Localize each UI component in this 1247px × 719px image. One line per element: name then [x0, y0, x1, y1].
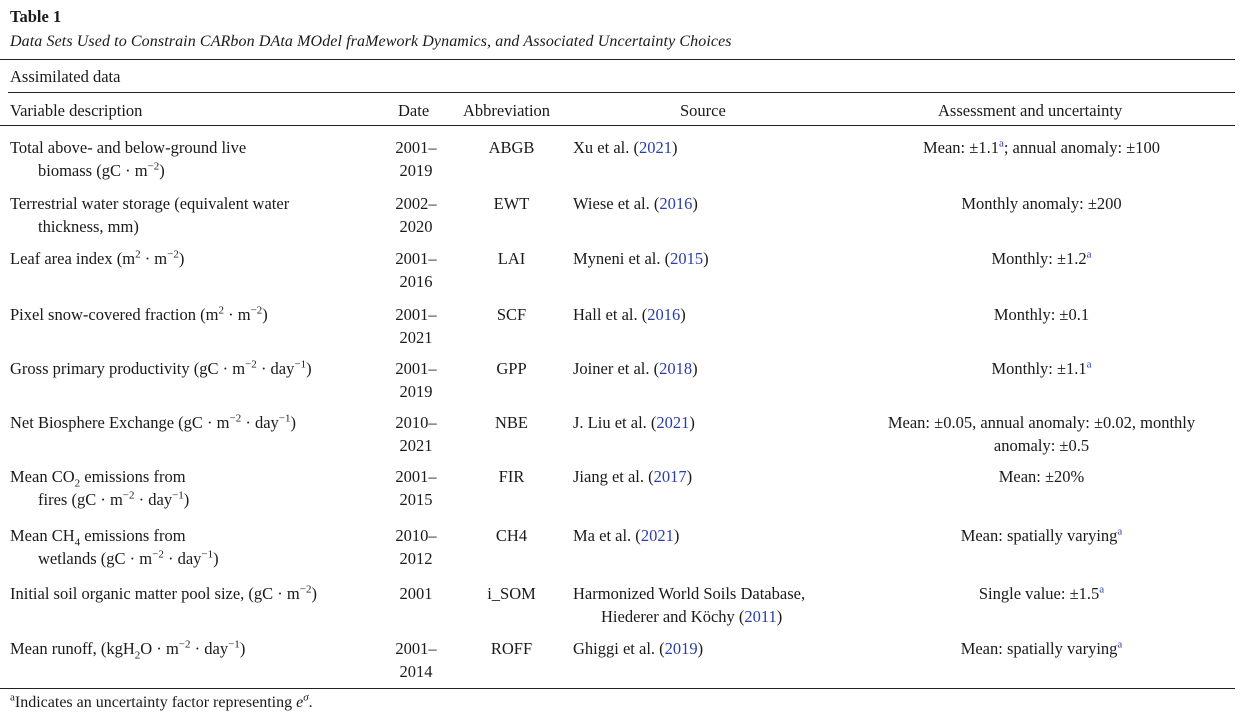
abbreviation-cell: NBE: [495, 413, 528, 432]
variable-cell: Initial soil organic matter pool size, $(gC \cdot m^{-2})$: [10, 583, 317, 603]
abbreviation-cell: LAI: [497, 249, 526, 268]
uncertainty-cell: Mean: spatially varying$^a$: [960, 638, 1123, 658]
citation-link[interactable]: 2019: [664, 639, 698, 658]
table-label: Table 1: [10, 7, 62, 26]
source-cell: Ghiggi et al. (2019): [573, 639, 704, 658]
date-cell: 2001: [399, 584, 433, 603]
date-cell: 2002– 2020: [395, 194, 437, 236]
header-rule: [0, 125, 1235, 126]
footnote-link[interactable]: a: [998, 137, 1004, 150]
date-cell: 2001– 2014: [395, 639, 437, 681]
variable-cell: Gross primary productivity $(gC \cdot m^{-2} \cdot day^{-1})$: [10, 358, 312, 378]
footnote-link[interactable]: a: [1099, 583, 1105, 596]
variable-line: Total above- and below-ground live: [10, 138, 247, 157]
source-cell: Xu et al. (2021): [573, 138, 678, 157]
table-footnote: $^a$Indicates an uncertainty factor representing $e^\sigma$.: [10, 691, 313, 711]
uncertainty-cell: Mean: ±20%: [998, 467, 1085, 486]
date-cell: 2001– 2015: [395, 467, 437, 509]
variable-line: biomass $(gC \cdot m^{-2})$: [38, 160, 165, 180]
variable-cell: Mean runoff, $(kgH_2O \cdot m^{-2} \cdot day^{-1})$: [10, 638, 246, 662]
citation-link[interactable]: 2021: [638, 138, 672, 157]
uncertainty-cell: Monthly: ±0.1: [993, 305, 1090, 324]
source-cell: Joiner et al. (2018): [573, 359, 698, 378]
table-row: [0, 411, 1235, 466]
footnote-link[interactable]: a: [1086, 358, 1092, 371]
table-row: [0, 247, 1235, 302]
citation-link[interactable]: 2018: [659, 359, 693, 378]
uncertainty-cell: Mean: ±1.1$^a$; annual anomaly: ±100: [922, 137, 1160, 157]
abbreviation-cell: GPP: [496, 359, 527, 378]
header-variable: Variable description: [10, 101, 143, 120]
citation-link[interactable]: 2011: [744, 607, 777, 626]
citation-link[interactable]: 2015: [670, 249, 704, 268]
header-abbreviation: Abbreviation: [463, 101, 551, 120]
table-row: [0, 582, 1235, 637]
citation-link[interactable]: 2021: [656, 413, 690, 432]
table-row: [0, 303, 1235, 358]
uncertainty-cell: Monthly anomaly: ±200: [961, 194, 1122, 213]
footnote-link[interactable]: a: [1117, 525, 1123, 538]
table-row: [0, 136, 1235, 191]
header-date: Date: [398, 101, 430, 120]
date-cell: 2001– 2019: [395, 359, 437, 401]
abbreviation-cell: ABGB: [488, 138, 535, 157]
abbreviation-cell: i_SOM: [487, 584, 536, 603]
uncertainty-cell: Monthly: ±1.2$^a$: [991, 248, 1092, 268]
citation-link[interactable]: 2021: [640, 526, 674, 545]
date-cell: 2010– 2021: [395, 413, 437, 455]
source-cell: Ma et al. (2021): [573, 526, 680, 545]
abbreviation-cell: FIR: [498, 467, 525, 486]
variable-cell: Net Biosphere Exchange $(gC \cdot m^{-2} \cdot day^{-1})$: [10, 412, 296, 432]
variable-cell: Leaf area index $(m^2 \cdot m^{-2})$: [10, 248, 185, 268]
abbreviation-cell: EWT: [493, 194, 530, 213]
source-cell: Hall et al. (2016): [573, 305, 686, 324]
date-cell: 2001– 2021: [395, 305, 437, 347]
uncertainty-cell: Monthly: ±1.1$^a$: [991, 358, 1092, 378]
top-rule: [0, 59, 1235, 60]
date-cell: 2001– 2016: [395, 249, 437, 291]
abbreviation-cell: CH4: [495, 526, 528, 545]
header-source: Source: [680, 101, 726, 120]
variable-cell: [10, 136, 380, 182]
variable-cell: Terrestrial water storage (equivalent water thickness, mm): [10, 194, 290, 236]
abbreviation-cell: SCF: [496, 305, 527, 324]
table-row: [0, 192, 1235, 247]
source-cell: J. Liu et al. (2021): [573, 413, 695, 432]
section-label: Assimilated data: [10, 67, 121, 86]
citation-link[interactable]: 2016: [659, 194, 693, 213]
section-rule: [8, 92, 1235, 93]
uncertainty-cell: Mean: spatially varying$^a$: [960, 525, 1123, 545]
table-caption: Data Sets Used to Constrain CARbon DAta MOdel fraMework Dynamics, and Associated Uncertainty Choices: [10, 33, 732, 50]
uncertainty-cell: Single value: ±1.5$^a$: [978, 583, 1105, 603]
table-row: [0, 637, 1235, 692]
variable-cell: Pixel snow-covered fraction $(m^2 \cdot m^{-2})$: [10, 304, 268, 324]
footnote-link[interactable]: a: [1117, 638, 1123, 651]
uncertainty-cell: Mean: ±0.05, annual anomaly: ±0.02, monthly anomaly: ±0.5: [887, 413, 1196, 455]
date-cell: 2001– 2019: [395, 138, 437, 180]
date-cell: 2010– 2012: [395, 526, 437, 568]
citation-link[interactable]: 2017: [653, 467, 687, 486]
table-row: [0, 357, 1235, 412]
footnote-link[interactable]: a: [1086, 248, 1092, 261]
citation-link[interactable]: 2016: [647, 305, 681, 324]
source-cell: Jiang et al. (2017): [573, 467, 693, 486]
source-cell: Wiese et al. (2016): [573, 194, 698, 213]
bottom-rule: [0, 688, 1235, 689]
table-row: [0, 465, 1235, 520]
source-cell: Myneni et al. (2015): [573, 249, 709, 268]
variable-cell: Mean $CH_4$ emissions from wetlands $(gC \cdot m^{-2} \cdot day^{-1})$: [10, 526, 219, 568]
table-row: [0, 524, 1235, 579]
abbreviation-cell: ROFF: [490, 639, 533, 658]
header-uncertainty: Assessment and uncertainty: [938, 101, 1123, 120]
source-cell: Harmonized World Soils Database, Hiederer and Köchy (2011): [573, 584, 806, 626]
variable-cell: Mean $CO_2$ emissions from fires $(gC \cdot m^{-2} \cdot day^{-1})$: [10, 467, 190, 509]
